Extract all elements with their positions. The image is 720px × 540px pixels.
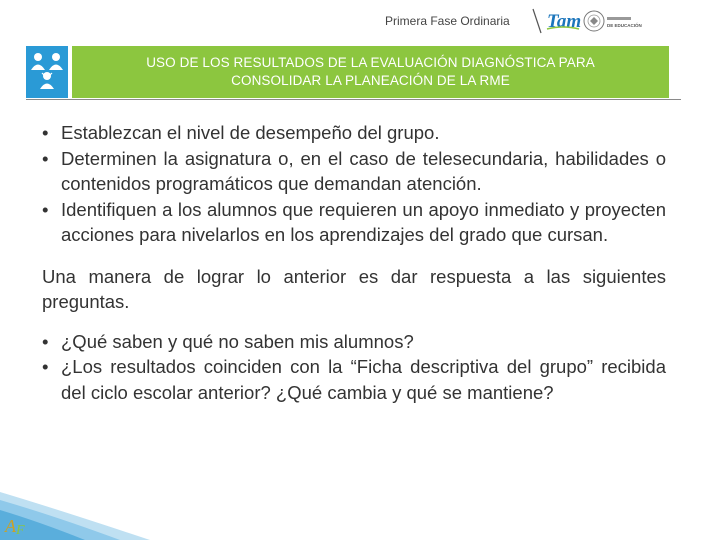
divider-slash-icon — [530, 8, 544, 34]
main-content — [42, 120, 666, 405]
header-title-bar — [72, 46, 669, 98]
header-title — [146, 54, 595, 90]
bullet-item: • Determinen la asignatura o, en el caso de telesecundaria, habilidades o contenidos programáticos que demandan atención. — [42, 146, 666, 197]
header-title-line2: CONSOLIDAR LA PLANEACIÓN DE LA RME — [231, 73, 510, 88]
education-seal — [582, 8, 642, 34]
bullet-item: • Establezcan el nivel de desempeño del grupo. — [42, 120, 666, 146]
header-icon-box — [26, 46, 68, 98]
svg-text:F: F — [16, 523, 25, 538]
seal-text: DE EDUCACIÓN — [607, 23, 642, 28]
bottom-swoosh-decoration — [0, 480, 720, 540]
header-divider — [26, 99, 681, 100]
question-bullet: • ¿Los resultados coinciden con la “Ficha descriptiva del grupo” recibida del ciclo escolar anterior? ¿Qué cambia y qué se mantiene? — [42, 354, 666, 405]
header-title-line1: USO DE LOS RESULTADOS DE LA EVALUACIÓN DIAGNÓSTICA PARA — [146, 55, 595, 70]
phase-label: Primera Fase Ordinaria — [385, 14, 510, 28]
svg-text:A: A — [5, 516, 16, 536]
people-group-icon — [26, 46, 68, 98]
bullet-item: • Identifiquen a los alumnos que requieren un apoyo inmediato y proyecten acciones para nivelarlos en los aprendizajes del grado que cursan. — [42, 197, 666, 248]
logo-text: Tam — [547, 11, 582, 32]
af-logo — [4, 512, 32, 538]
body-paragraph: Una manera de lograr lo anterior es dar respuesta a las siguientes preguntas. — [42, 265, 666, 312]
question-bullet: • ¿Qué saben y qué no saben mis alumnos? — [42, 329, 666, 355]
